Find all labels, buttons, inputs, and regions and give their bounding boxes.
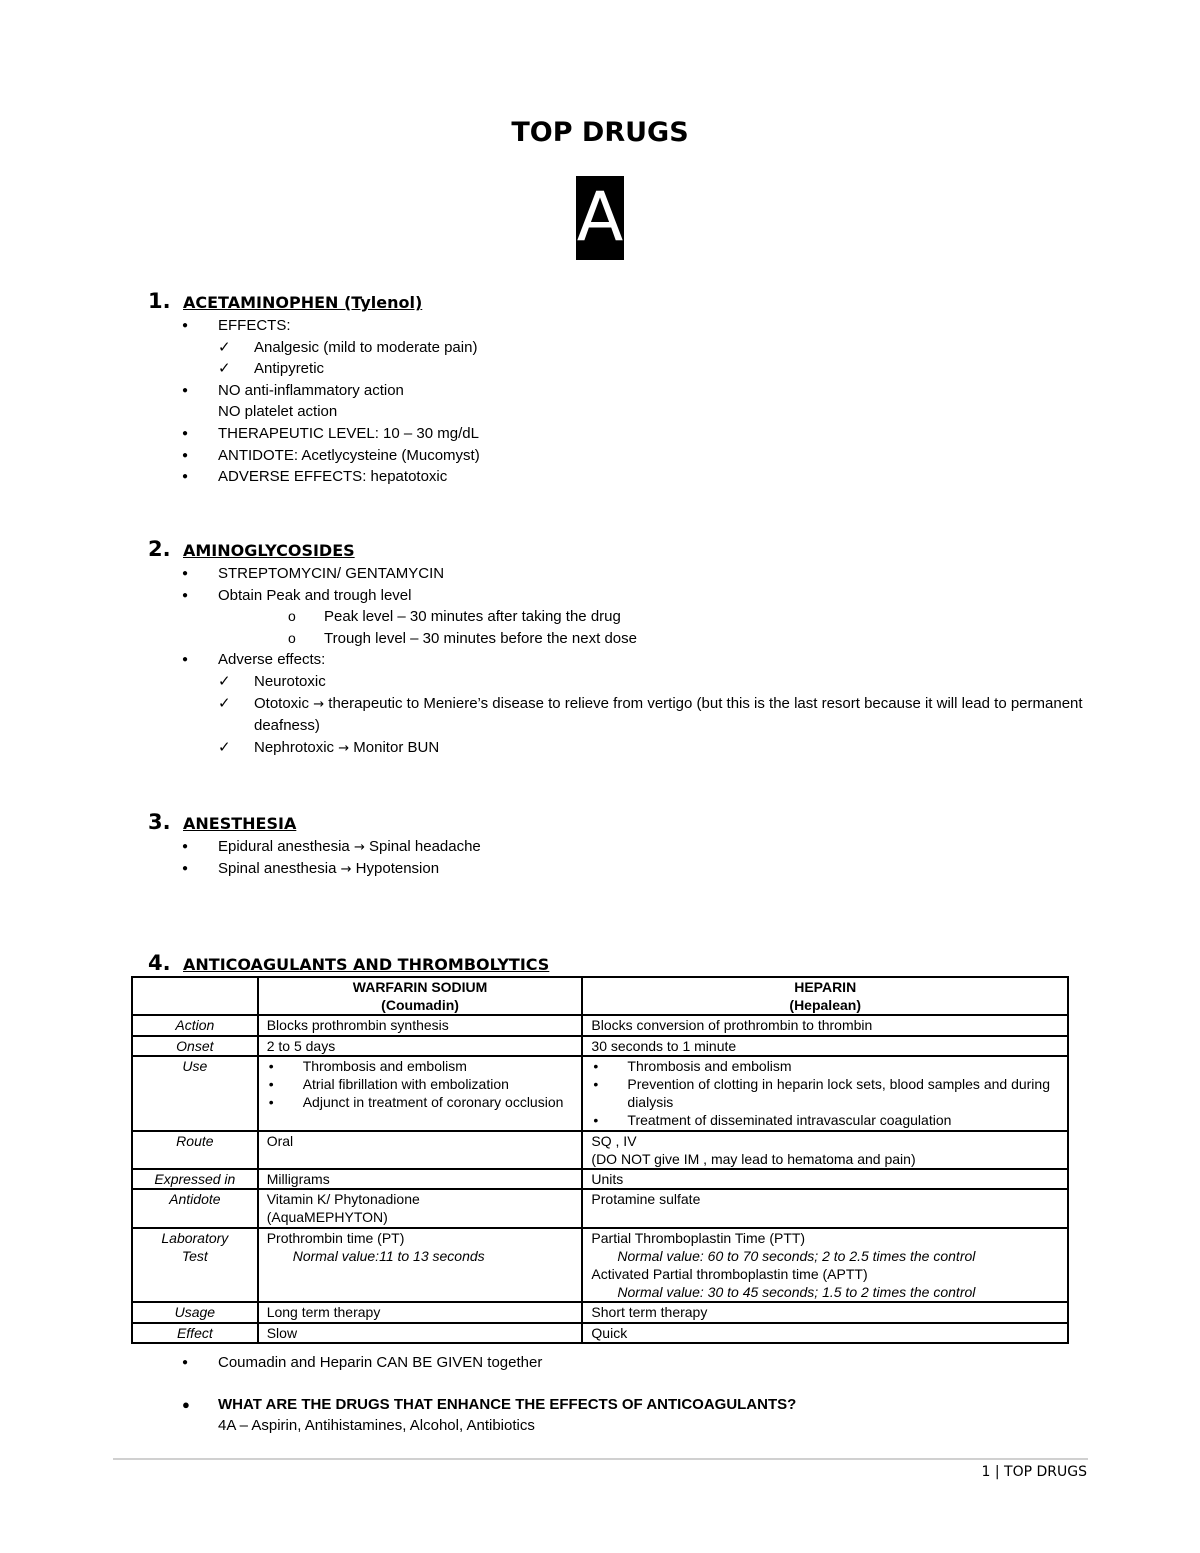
section-title: ANTICOAGULANTS AND THROMBOLYTICS: [183, 955, 550, 974]
table-cell: [582, 1056, 1068, 1131]
anticoagulant-table: [131, 976, 1069, 1344]
bullet-icon: ●: [182, 427, 189, 439]
table-cell: 30 seconds to 1 minute: [582, 1036, 1068, 1056]
section-number: 1.: [148, 289, 171, 313]
list-item: • Thrombosis and embolism: [591, 1057, 1059, 1075]
circle-bullet-icon: o: [288, 629, 296, 646]
list-item: ✓ Analgesic (mild to moderate pain): [148, 337, 480, 359]
circle-bullet-icon: o: [288, 608, 296, 625]
list-item: • Treatment of disseminated intravascular coagulation: [591, 1111, 1059, 1129]
arrow-right-icon: →: [340, 861, 352, 877]
bullet-icon: ●: [182, 1357, 189, 1368]
table-cell: SQ , IV (DO NOT give IM , may lead to hematoma and pain): [582, 1131, 1068, 1169]
row-label: Action: [132, 1015, 258, 1035]
footer-divider: [113, 1458, 1088, 1460]
table-cell: Units: [582, 1169, 1068, 1189]
bullet-icon: ●: [182, 841, 189, 852]
page-footer: 1 | TOP DRUGS: [981, 1464, 1087, 1480]
table-cell: Protamine sulfate: [582, 1189, 1068, 1227]
section-title: ANESTHESIA: [183, 814, 297, 833]
table-cell: Partial Thromboplastin Time (PTT) Normal value: 60 to 70 seconds; 2 to 2.5 times the control Activated Partial thromboplastin time (APTT) Normal value: 30 to 45 seconds; 1.5 to 2 times the control: [582, 1228, 1068, 1303]
row-label: Effect: [132, 1323, 258, 1343]
bullet-icon: ●: [182, 1396, 190, 1412]
section-number: 2.: [148, 537, 171, 561]
list-item: ● NO anti-inflammatory action: [148, 380, 480, 402]
section-title: ACETAMINOPHEN (Tylenol): [183, 293, 423, 312]
table-cell: Blocks prothrombin synthesis: [258, 1015, 583, 1035]
section-acetaminophen: [148, 289, 480, 488]
list-item: • Atrial fibrillation with embolization: [267, 1075, 574, 1093]
checkmark-icon: ✓: [218, 672, 231, 690]
list-item: ✓ Nephrotoxic → Monitor BUN: [148, 737, 1094, 759]
list-item: ● Epidural anesthesia → Spinal headache: [148, 836, 481, 858]
bullet-icon: ●: [182, 862, 189, 874]
bullet-icon: ●: [182, 471, 189, 483]
list-item: ● EFFECTS:: [148, 315, 480, 337]
bullet-icon: ●: [182, 654, 189, 666]
list-item: • Prevention of clotting in heparin lock sets, blood samples and during dialysis: [591, 1075, 1059, 1111]
section-number: 3.: [148, 810, 171, 834]
table-cell: 2 to 5 days: [258, 1036, 583, 1056]
table-row: [132, 1169, 1068, 1189]
list-item: ● ANTIDOTE: Acetlycysteine (Mucomyst): [148, 445, 480, 467]
row-label: Use: [132, 1056, 258, 1131]
list-item: ✓ Ototoxic → therapeutic to Meniere’s disease to relieve from vertigo (but this is the last resort because it will lead to permanent deafness): [218, 694, 1083, 735]
table-row: [132, 1189, 1068, 1227]
table-cell: Slow: [258, 1323, 583, 1343]
list-item: ● Coumadin and Heparin CAN BE GIVEN together: [148, 1352, 796, 1374]
section-anticoagulants: [148, 951, 549, 977]
arrow-right-icon: →: [313, 696, 325, 712]
table-cell: [258, 1056, 583, 1131]
bullet-icon: ●: [182, 384, 189, 396]
list-item: NO platelet action: [218, 403, 338, 421]
table-row: [132, 1015, 1068, 1035]
table-cell: Oral: [258, 1131, 583, 1169]
page-title: TOP DRUGS: [511, 117, 689, 148]
table-cell: Quick: [582, 1323, 1068, 1343]
list-item: o Trough level – 30 minutes before the next dose: [148, 628, 1094, 650]
letter-badge: A: [576, 176, 624, 260]
table-cell: Blocks conversion of prothrombin to thrombin: [582, 1015, 1068, 1035]
list-item: ✓ Antipyretic: [148, 358, 480, 380]
checkmark-icon: ✓: [218, 694, 231, 712]
table-row: [132, 1228, 1068, 1303]
table-cell: Milligrams: [258, 1169, 583, 1189]
bullet-icon: ●: [182, 568, 189, 579]
list-item: ● Adverse effects:: [148, 649, 1094, 671]
list-item: ● THERAPEUTIC LEVEL: 10 – 30 mg/dL: [148, 423, 480, 445]
table-row: [132, 1302, 1068, 1322]
list-item: • Adjunct in treatment of coronary occlusion: [267, 1093, 574, 1111]
list-item: ● ADVERSE EFFECTS: hepatotoxic: [148, 466, 480, 488]
table-row: [132, 1323, 1068, 1343]
table-row: [132, 1131, 1068, 1169]
checkmark-icon: ✓: [218, 738, 231, 756]
checkmark-icon: ✓: [218, 338, 231, 356]
list-item: ✓ Neurotoxic: [148, 671, 1094, 693]
row-label: Laboratory Test: [132, 1228, 258, 1303]
list-item: • Thrombosis and embolism: [267, 1057, 574, 1075]
bullet-icon: ●: [182, 320, 189, 331]
list-item: ● WHAT ARE THE DRUGS THAT ENHANCE THE EFFECTS OF ANTICOAGULANTS?: [148, 1394, 796, 1416]
table-row: [132, 1036, 1068, 1056]
table-row: [132, 1056, 1068, 1131]
row-label: Expressed in: [132, 1169, 258, 1189]
list-item: ● Spinal anesthesia → Hypotension: [148, 858, 481, 880]
bullet-icon: ●: [182, 589, 189, 601]
column-header-heparin: HEPARIN (Hepalean): [582, 977, 1068, 1015]
column-header-warfarin: WARFARIN SODIUM (Coumadin): [258, 977, 583, 1015]
list-item: ● STREPTOMYCIN/ GENTAMYCIN: [148, 563, 1094, 585]
section-aminoglycosides: [148, 537, 1094, 758]
table-corner-cell: [132, 977, 258, 1015]
bullet-icon: ●: [182, 449, 189, 461]
arrow-right-icon: →: [353, 840, 365, 855]
list-item: ● Obtain Peak and trough level: [148, 585, 1094, 607]
row-label: Usage: [132, 1302, 258, 1322]
row-label: Route: [132, 1131, 258, 1169]
section-title: AMINOGLYCOSIDES: [183, 541, 355, 560]
table-cell: Long term therapy: [258, 1302, 583, 1322]
checkmark-icon: ✓: [218, 360, 231, 378]
arrow-right-icon: →: [338, 740, 350, 756]
row-label: Antidote: [132, 1189, 258, 1227]
section-anesthesia: [148, 810, 481, 879]
list-item: 4A – Aspirin, Antihistamines, Alcohol, Antibiotics: [218, 1417, 535, 1435]
section-number: 4.: [148, 951, 171, 975]
list-item: o Peak level – 30 minutes after taking the drug: [148, 606, 1094, 628]
table-cell: Prothrombin time (PT) Normal value:11 to 13 seconds: [258, 1228, 583, 1303]
after-table-notes: [148, 1352, 796, 1437]
table-cell: Short term therapy: [582, 1302, 1068, 1322]
table-header-row: [132, 977, 1068, 1015]
table-cell: Vitamin K/ Phytonadione (AquaMEPHYTON): [258, 1189, 583, 1227]
row-label: Onset: [132, 1036, 258, 1056]
